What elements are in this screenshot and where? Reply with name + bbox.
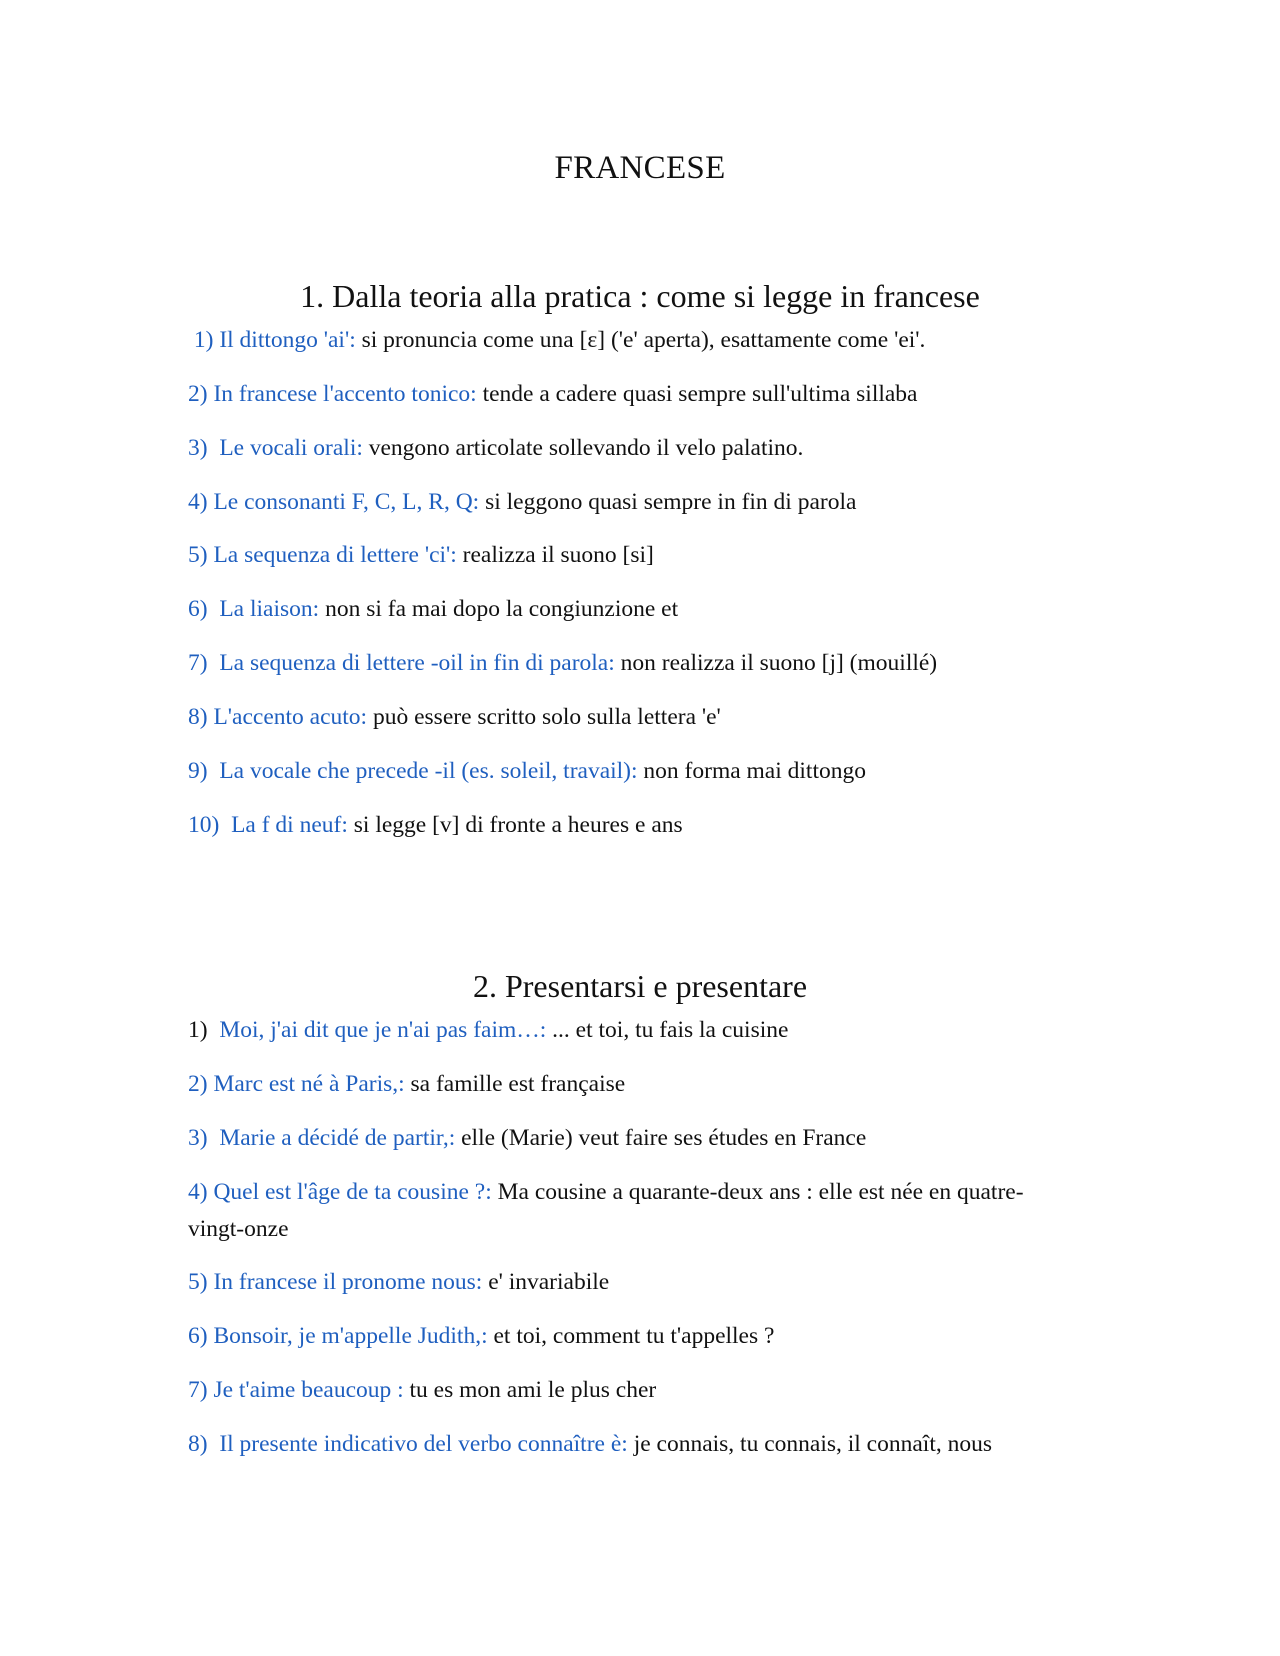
item-label: 3) Le vocali orali: bbox=[188, 435, 363, 461]
list-item bbox=[188, 1012, 1088, 1049]
item-text: non si fa mai dopo la congiunzione et bbox=[319, 596, 679, 622]
document-title: FRANCESE bbox=[554, 150, 726, 186]
list-item bbox=[188, 1372, 1088, 1409]
item-label: 8) Il presente indicativo del verbo connaître è: bbox=[188, 1431, 628, 1457]
item-label: 10) La f di neuf: bbox=[188, 812, 348, 838]
section-heading: 1. Dalla teoria alla pratica : come si legge in francese bbox=[300, 278, 980, 314]
list-item bbox=[188, 430, 1088, 467]
item-label: 9) La vocale che precede -il (es. soleil, travail): bbox=[188, 758, 638, 784]
item-label: 5) La sequenza di lettere 'ci': bbox=[188, 542, 457, 568]
item-label: Moi, j'ai dit que je n'ai pas faim…: bbox=[219, 1017, 547, 1043]
item-text: può essere scritto solo sulla lettera 'e' bbox=[367, 704, 721, 730]
item-text: vengono articolate sollevando il velo palatino. bbox=[362, 435, 804, 461]
item-label: 2) In francese l'accento tonico: bbox=[188, 381, 477, 407]
item-number: 1) bbox=[188, 1017, 220, 1043]
item-text: elle (Marie) veut faire ses études en France bbox=[455, 1125, 867, 1151]
item-label: 2) Marc est né à Paris,: bbox=[188, 1071, 405, 1097]
list-item bbox=[188, 1318, 1088, 1355]
item-label: 7) La sequenza di lettere -oil in fin di parola: bbox=[188, 650, 615, 676]
list-item bbox=[188, 484, 1088, 521]
item-text: Ma cousine a quarante-deux ans : elle est née en quatre-vingt-onze bbox=[188, 1179, 1024, 1242]
item-text: e' invariabile bbox=[482, 1269, 610, 1295]
item-text: sa famille est française bbox=[404, 1071, 626, 1097]
list-item bbox=[188, 537, 1088, 574]
list-item bbox=[188, 1426, 1088, 1463]
item-label: 1) Il dittongo 'ai': bbox=[188, 327, 356, 353]
list-item bbox=[188, 376, 1088, 413]
list-item bbox=[188, 322, 1088, 359]
item-text: tu es mon ami le plus cher bbox=[403, 1377, 657, 1403]
item-text: si pronuncia come una [ɛ] ('e' aperta), esattamente come 'ei'. bbox=[355, 327, 926, 353]
list-item bbox=[188, 699, 1088, 736]
list-item bbox=[188, 1066, 1088, 1103]
item-label: 3) Marie a décidé de partir,: bbox=[188, 1125, 456, 1151]
item-text: et toi, comment tu t'appelles ? bbox=[487, 1323, 775, 1349]
item-label: 5) In francese il pronome nous: bbox=[188, 1269, 483, 1295]
list-item bbox=[188, 1120, 1088, 1157]
item-label: 4) Quel est l'âge de ta cousine ?: bbox=[188, 1179, 492, 1205]
item-label: 4) Le consonanti F, C, L, R, Q: bbox=[188, 489, 480, 515]
list-item bbox=[188, 1264, 1088, 1301]
item-text: tende a cadere quasi sempre sull'ultima sillaba bbox=[476, 381, 918, 407]
item-label: 6) Bonsoir, je m'appelle Judith,: bbox=[188, 1323, 488, 1349]
item-text: ... et toi, tu fais la cuisine bbox=[546, 1017, 789, 1043]
item-text: je connais, tu connais, il connaît, nous bbox=[627, 1431, 992, 1457]
item-label: 8) L'accento acuto: bbox=[188, 704, 368, 730]
item-text: non realizza il suono [j] (mouillé) bbox=[614, 650, 938, 676]
list-item bbox=[188, 1174, 1068, 1248]
item-text: si legge [v] di fronte a heures e ans bbox=[347, 812, 683, 838]
list-item bbox=[188, 645, 1088, 682]
list-item bbox=[188, 591, 1088, 628]
item-text: si leggono quasi sempre in fin di parola bbox=[479, 489, 857, 515]
item-text: non forma mai dittongo bbox=[637, 758, 866, 784]
list-item bbox=[188, 807, 1088, 844]
item-label: 6) La liaison: bbox=[188, 596, 320, 622]
item-text: realizza il suono [si] bbox=[456, 542, 654, 568]
item-label: 7) Je t'aime beaucoup : bbox=[188, 1377, 404, 1403]
section-heading: 2. Presentarsi e presentare bbox=[472, 968, 808, 1004]
list-item bbox=[188, 753, 1088, 790]
